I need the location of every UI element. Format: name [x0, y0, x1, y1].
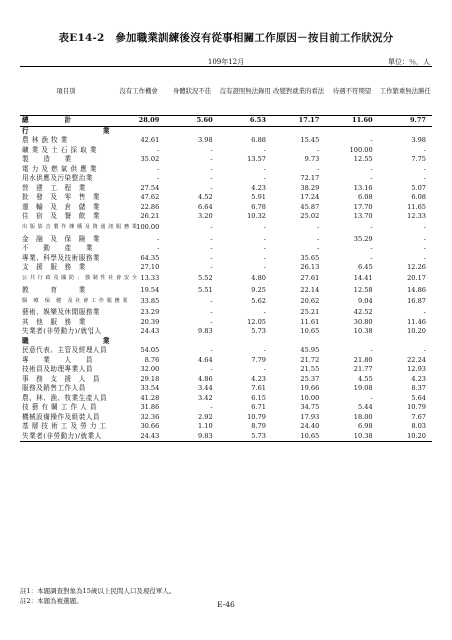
cell-value: - — [423, 244, 426, 252]
cell-value: 10.38 — [325, 432, 378, 442]
cell-value: - — [423, 234, 426, 243]
cell-value: 12.93 — [407, 365, 426, 373]
header-changed-view: 改變對就業的看法 — [272, 67, 325, 116]
section-label-left: 行 — [22, 126, 30, 135]
table-row — [20, 254, 432, 264]
cell-value: 4.55 — [357, 374, 373, 383]
cell-value — [272, 126, 325, 136]
cell-value: 9.25 — [251, 285, 266, 294]
cell-value: - — [157, 234, 160, 243]
cell-value: 5.91 — [251, 193, 266, 201]
cell-value: - — [263, 365, 266, 373]
row-label: 醫 療 保 健 及 社 會 工 作 服 務 業 — [22, 297, 129, 304]
cell-value — [112, 126, 165, 136]
table-row — [20, 244, 432, 254]
cell-value: 13.16 — [353, 183, 373, 192]
table-title: 表E14-2 參加職業訓練後沒有從事相關工作原因－按目前工作狀況分 — [58, 32, 394, 44]
cell-value: - — [263, 223, 266, 232]
cell-value: 41.28 — [140, 393, 160, 402]
table-row — [20, 432, 432, 442]
cell-value: 7.79 — [251, 355, 266, 364]
cell-value: - — [370, 393, 373, 402]
header-pay-mismatch: 待遇不符期望 — [325, 67, 378, 116]
row-label: 技術員及助理專業人員 — [22, 365, 93, 373]
cell-value: 5.44 — [357, 403, 373, 411]
row-label: 服務及銷售工作人員 — [22, 384, 86, 392]
cell-value: 33.54 — [140, 384, 160, 392]
table-row — [20, 403, 432, 413]
cell-value: 5.64 — [411, 393, 426, 402]
cell-value: 9.83 — [197, 327, 213, 335]
cell-value: 4.80 — [251, 274, 266, 283]
cell-value: - — [317, 223, 320, 232]
cell-value: 3.42 — [197, 393, 213, 402]
cell-value: 6.78 — [251, 202, 266, 211]
cell-value: - — [210, 183, 213, 192]
table-row — [20, 337, 432, 347]
cell-value: 100.00 — [136, 223, 160, 232]
cell-value: 20.17 — [407, 274, 426, 283]
row-label — [20, 337, 112, 347]
cell-value — [219, 126, 272, 136]
cell-value: 5.62 — [251, 296, 266, 305]
cell-value: - — [157, 164, 160, 173]
cell-value: 32.36 — [140, 412, 160, 421]
cell-value: 15.45 — [300, 136, 320, 144]
cell-value: - — [210, 253, 213, 262]
cell-value: - — [423, 308, 426, 316]
cell-value: - — [210, 234, 213, 243]
cell-value: 28.09 — [112, 116, 165, 127]
row-label: 總 計 — [20, 116, 112, 127]
cell-value: 10.00 — [300, 393, 320, 402]
cell-value: 17.17 — [272, 116, 325, 127]
cell-value — [379, 126, 432, 136]
cell-value — [219, 337, 272, 347]
cell-value: - — [157, 145, 160, 154]
cell-value: 5.52 — [197, 274, 213, 283]
cell-value: 42.61 — [140, 136, 160, 144]
cell-value: - — [423, 223, 426, 232]
cell-value — [325, 126, 378, 136]
cell-value: 29.18 — [140, 374, 160, 383]
cell-value: 8.37 — [411, 384, 426, 392]
cell-value: 6.45 — [357, 263, 373, 271]
cell-value: 22.24 — [407, 355, 426, 364]
cell-value: 4.86 — [197, 374, 213, 383]
cell-value: - — [210, 223, 213, 232]
row-label: 營 建 工 程 業 — [22, 183, 86, 192]
section-label-left: 職 — [22, 336, 30, 345]
cell-value: - — [317, 164, 320, 173]
cell-value: 10.32 — [247, 212, 266, 220]
header-no-job-opportunity: 沒有工作機會 — [112, 67, 165, 116]
cell-value: - — [263, 164, 266, 173]
cell-value: 10.20 — [407, 327, 426, 335]
cell-value: - — [370, 223, 373, 232]
cell-value — [272, 337, 325, 347]
table-row — [20, 193, 432, 203]
cell-value — [165, 126, 218, 136]
cell-value: 14.41 — [353, 274, 373, 283]
cell-value: - — [370, 244, 373, 252]
cell-value: - — [263, 244, 266, 252]
cell-value: 27.10 — [140, 263, 160, 271]
page-number: E-46 — [217, 600, 235, 609]
table-row — [20, 116, 432, 127]
table-row — [20, 235, 432, 245]
cell-value: 9.73 — [304, 155, 320, 163]
cell-value: 6.08 — [411, 193, 426, 201]
cell-value: - — [370, 253, 373, 262]
cell-value: 18.00 — [353, 412, 373, 421]
cell-value: 5.51 — [197, 285, 213, 294]
cell-value: - — [263, 308, 266, 316]
table-row — [20, 346, 432, 356]
row-label: 住 宿 及 餐 飲 業 — [22, 212, 101, 220]
cell-value: 10.79 — [247, 412, 266, 421]
cell-value: 42.52 — [353, 308, 373, 316]
cell-value: 32.00 — [140, 365, 160, 373]
cell-value: - — [263, 263, 266, 271]
cell-value: - — [210, 365, 213, 373]
cell-value: 5.60 — [165, 116, 218, 127]
cell-value — [165, 337, 218, 347]
cell-value: 14.86 — [407, 285, 426, 294]
cell-value: 6.64 — [197, 202, 213, 211]
cell-value: - — [263, 145, 266, 154]
cell-value: 22.86 — [140, 202, 160, 211]
cell-value: 38.29 — [300, 183, 320, 192]
cell-value: 19.54 — [140, 285, 160, 294]
cell-value: 7.61 — [251, 384, 266, 392]
cell-value: 10.65 — [300, 327, 320, 335]
cell-value: - — [210, 263, 213, 271]
table-row — [20, 327, 432, 337]
cell-value: - — [423, 253, 426, 262]
cell-value: 30.66 — [140, 422, 160, 430]
row-label: 金 融 及 保 險 業 — [22, 234, 101, 243]
cell-value: 7.75 — [411, 155, 426, 163]
cell-value: 16.87 — [407, 296, 426, 305]
cell-value: 4.23 — [251, 374, 266, 383]
cell-value: 6.98 — [357, 422, 373, 430]
table-row — [20, 263, 432, 273]
cell-value: 3.98 — [197, 136, 213, 144]
cell-value: 5.73 — [219, 432, 272, 442]
cell-value: 35.02 — [140, 155, 160, 163]
row-label: 農 林 漁 牧 業 — [22, 136, 68, 144]
row-label: 批 發 及 零 售 業 — [22, 193, 101, 201]
row-label: 支 援 服 務 業 — [22, 263, 86, 271]
table-row — [20, 422, 432, 432]
cell-value: 31.86 — [140, 403, 160, 411]
cell-value: 10.79 — [407, 403, 426, 411]
table-row — [20, 308, 432, 318]
cell-value: - — [210, 155, 213, 163]
cell-value: 3.98 — [411, 136, 426, 144]
cell-value: - — [263, 253, 266, 262]
cell-value: 34.75 — [300, 403, 320, 411]
cell-value: 21.55 — [300, 365, 320, 373]
cell-value: 22.14 — [300, 285, 320, 294]
cell-value: 35.65 — [300, 253, 320, 262]
row-label: 電 力 及 燃 氣 供 應 業 — [22, 164, 97, 173]
cell-value: 30.80 — [353, 317, 373, 326]
row-label: 技 藝 有 關 工 作 人 員 — [22, 403, 97, 411]
table-row — [20, 222, 432, 235]
cell-value: - — [423, 346, 426, 354]
cell-value: 6.08 — [357, 193, 373, 201]
cell-value: 26.13 — [300, 263, 320, 271]
cell-value: 6.53 — [219, 116, 272, 127]
cell-value: 100.00 — [349, 145, 373, 154]
cell-value: 4.23 — [411, 374, 426, 383]
cell-value: 4.52 — [197, 193, 213, 201]
statistics-table — [20, 66, 432, 442]
cell-value: 21.80 — [353, 355, 373, 364]
row-label: 專業、科學及技術服務業 — [22, 253, 101, 262]
table-row — [20, 165, 432, 175]
cell-value: - — [263, 234, 266, 243]
row-label: 礦 業 及 土 石 採 取 業 — [22, 145, 97, 154]
cell-value: 12.58 — [353, 285, 373, 294]
cell-value: 20.62 — [300, 296, 320, 305]
cell-value: 24.40 — [300, 422, 320, 430]
cell-value: 19.66 — [300, 384, 320, 392]
cell-value: 6.15 — [251, 393, 266, 402]
row-label: 其 他 服 務 業 — [22, 317, 86, 326]
row-label: 不 動 產 業 — [22, 244, 93, 252]
table-row — [20, 384, 432, 394]
cell-value: 47.62 — [140, 193, 160, 201]
cell-value: 25.21 — [300, 308, 320, 316]
cell-value: - — [210, 145, 213, 154]
cell-value: - — [210, 317, 213, 326]
row-label: 農、林、漁、牧業生產人員 — [22, 393, 108, 402]
table-row — [20, 136, 432, 146]
cell-value: 4.64 — [197, 355, 213, 364]
cell-value: 45.87 — [300, 202, 320, 211]
cell-value: 45.95 — [300, 346, 320, 354]
cell-value: - — [423, 174, 426, 182]
table-row — [20, 203, 432, 213]
cell-value: 10.20 — [379, 432, 432, 442]
table-row — [20, 212, 432, 222]
cell-value: 25.37 — [300, 374, 320, 383]
row-label: 公 共 行 政 及 國 防 ； 強 制 性 社 會 安 全 — [22, 275, 138, 282]
row-label: 製 造 業 — [22, 155, 72, 163]
cell-value: 12.55 — [353, 155, 373, 163]
header-work-too-heavy: 工作繁重無法勝任 — [379, 67, 432, 116]
cell-value: 12.05 — [247, 317, 266, 326]
row-label: 失業者(非勞動力)/就업人 — [22, 327, 102, 335]
cell-value: 72.17 — [300, 174, 320, 182]
cell-value: 2.92 — [197, 412, 213, 421]
note-1: 註1：本題調查對象為15歲以上民間人口及現役軍人。 — [20, 587, 176, 595]
cell-value: 3.20 — [197, 212, 213, 220]
header-poor-health: 身體狀況不佳 — [165, 67, 218, 116]
cell-value: 17.70 — [353, 202, 373, 211]
cell-value: 9.77 — [379, 116, 432, 127]
cell-value: - — [157, 244, 160, 252]
row-label: 運 輸 及 倉 儲 業 — [22, 202, 101, 211]
header-item: 項目別 — [20, 67, 112, 116]
cell-value: - — [210, 403, 213, 411]
cell-value: 4.23 — [251, 183, 266, 192]
header-no-license: 沒有證照無法錄用 — [219, 67, 272, 116]
table-row — [20, 126, 432, 136]
cell-value: 12.33 — [407, 212, 426, 220]
cell-value: - — [210, 308, 213, 316]
row-label — [20, 126, 112, 136]
cell-value: 24.43 — [112, 432, 165, 442]
cell-value: 8.79 — [251, 422, 266, 430]
cell-value: 23.29 — [140, 308, 160, 316]
cell-value: 13.70 — [353, 212, 373, 220]
table-row — [20, 146, 432, 156]
cell-value: 3.44 — [197, 384, 213, 392]
row-label: 基 層 技 術 工 及 勞 力 工 — [22, 422, 107, 430]
cell-value: - — [423, 164, 426, 173]
cell-value: 12.26 — [407, 263, 426, 271]
table-row — [20, 184, 432, 194]
row-label: 教 育 業 — [22, 285, 86, 294]
cell-value: 10.65 — [272, 432, 325, 442]
cell-value: 11.60 — [325, 116, 378, 127]
cell-value: 7.67 — [411, 412, 426, 421]
period-label: 109年12月 — [207, 58, 245, 66]
table-row — [20, 155, 432, 165]
cell-value: 17.24 — [300, 193, 320, 201]
cell-value: 5.07 — [411, 183, 426, 192]
cell-value: - — [210, 244, 213, 252]
cell-value — [112, 337, 165, 347]
cell-value: 21.77 — [353, 365, 373, 373]
table-row — [20, 318, 432, 328]
row-label: 失業者(非勞動力)/就業人 — [20, 432, 112, 442]
cell-value: 11.61 — [300, 317, 320, 326]
cell-value: 27.54 — [140, 183, 160, 192]
table-row — [20, 295, 432, 308]
cell-value: - — [210, 346, 213, 354]
cell-value: 13.57 — [247, 155, 266, 163]
cell-value: - — [317, 145, 320, 154]
row-label: 用水供應及污染整治業 — [22, 174, 93, 182]
row-label: 民意代表、主管及經理人員 — [22, 346, 108, 354]
table-row — [20, 174, 432, 184]
cell-value: - — [210, 174, 213, 182]
cell-value: - — [423, 145, 426, 154]
cell-value: 54.05 — [140, 346, 160, 354]
table-row — [20, 375, 432, 385]
section-label-right: 業 — [102, 336, 110, 345]
row-label: 機械設備操作及組裝人員 — [22, 412, 101, 421]
cell-value: 11.46 — [407, 317, 426, 326]
cell-value: 21.72 — [300, 355, 320, 364]
note-2: 註2：本題為複選題。 — [20, 597, 83, 605]
cell-value: 26.21 — [140, 212, 160, 220]
cell-value: - — [263, 174, 266, 182]
row-label: 專 業 人 員 — [22, 355, 93, 364]
cell-value: 9.83 — [165, 432, 218, 442]
cell-value: 33.85 — [140, 296, 160, 305]
cell-value: 64.35 — [140, 253, 160, 262]
cell-value: 24.43 — [140, 327, 160, 335]
table-row — [20, 286, 432, 296]
row-label: 藝術、娛樂及休閒服務業 — [22, 308, 101, 316]
cell-value: 13.33 — [140, 274, 160, 283]
cell-value: 10.38 — [353, 327, 373, 335]
table-row — [20, 413, 432, 423]
section-label-right: 業 — [102, 126, 110, 135]
header-row — [20, 67, 432, 116]
cell-value: - — [370, 136, 373, 144]
cell-value: 17.93 — [300, 412, 320, 421]
cell-value: - — [210, 164, 213, 173]
cell-value: 1.10 — [197, 422, 213, 430]
cell-value: 8.03 — [411, 422, 426, 430]
cell-value: 5.73 — [251, 327, 266, 335]
cell-value — [325, 337, 378, 347]
table-row — [20, 394, 432, 404]
cell-value: 6.71 — [251, 403, 266, 411]
cell-value — [379, 337, 432, 347]
unit-label: 單位：％，人 — [388, 58, 430, 66]
cell-value: 9.04 — [357, 296, 373, 305]
cell-value: 6.88 — [251, 136, 266, 144]
cell-value: - — [370, 346, 373, 354]
cell-value: - — [317, 234, 320, 243]
cell-value: 35.29 — [353, 234, 373, 243]
cell-value: - — [210, 296, 213, 305]
cell-value: - — [157, 174, 160, 182]
table-body — [20, 116, 432, 442]
cell-value: 27.61 — [300, 274, 320, 283]
cell-value: - — [370, 164, 373, 173]
cell-value: - — [263, 346, 266, 354]
cell-value: 19.08 — [353, 384, 373, 392]
cell-value: 11.65 — [407, 202, 426, 211]
row-label: 出 版 影 音 製 作 傳 播 及 資 通 訊 服 務 業 — [22, 224, 138, 231]
table-row — [20, 273, 432, 286]
cell-value: - — [317, 244, 320, 252]
row-label: 事 務 支 援 人 員 — [22, 374, 101, 383]
cell-value: 20.39 — [140, 317, 160, 326]
cell-value: 25.02 — [300, 212, 320, 220]
table-row — [20, 365, 432, 375]
cell-value: 8.76 — [144, 355, 160, 364]
table-row — [20, 356, 432, 366]
cell-value: - — [370, 174, 373, 182]
